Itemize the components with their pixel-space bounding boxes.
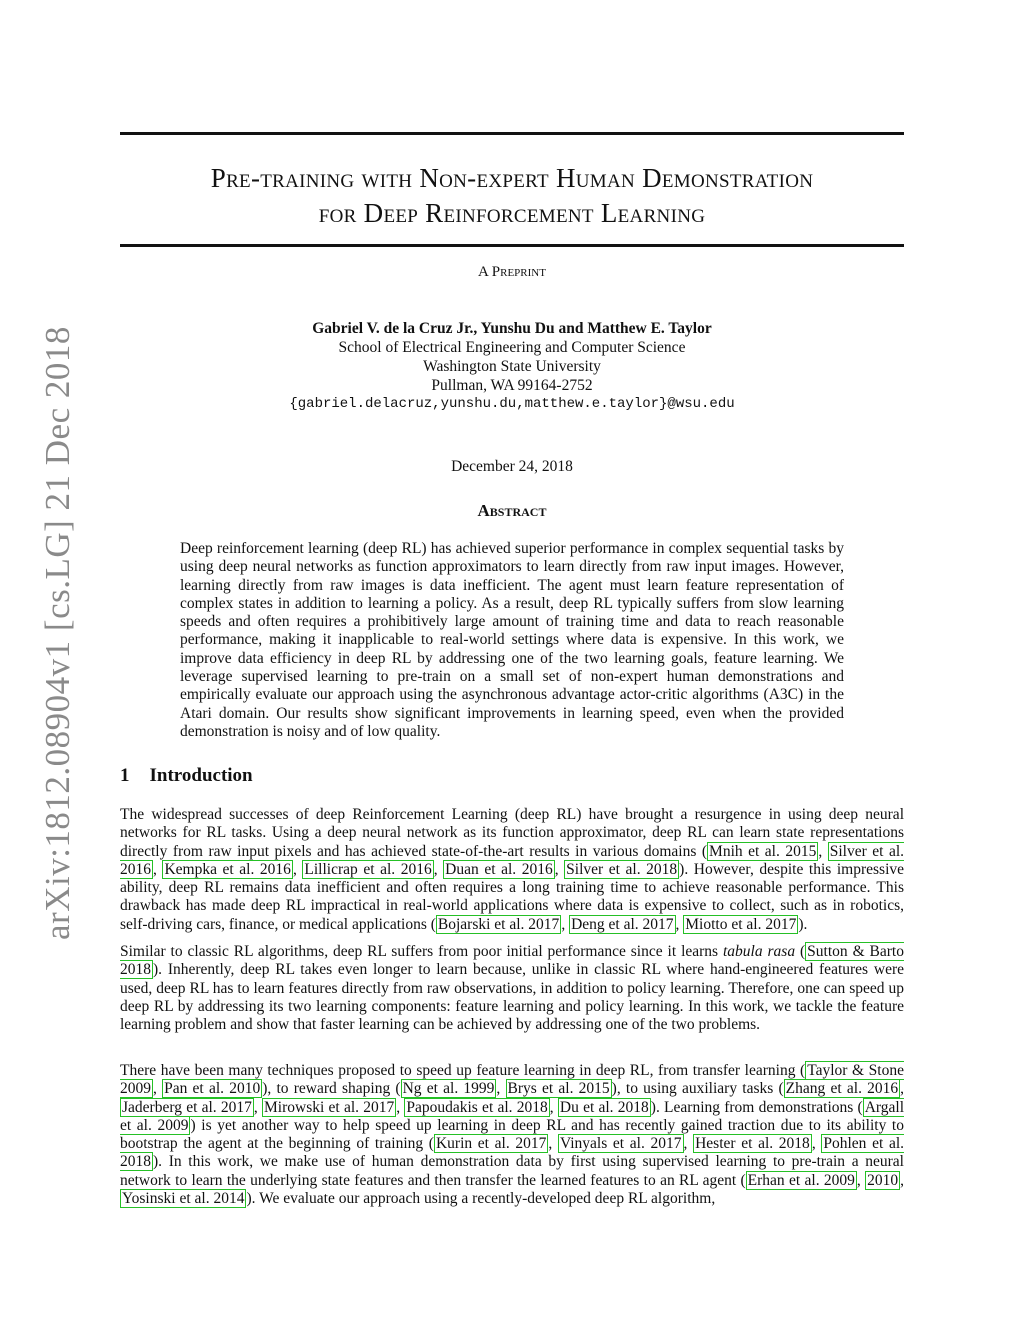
- arxiv-stamp: arXiv:1812.08904v1 [cs.LG] 21 Dec 2018: [38, 326, 77, 940]
- intro-paragraph-3: There have been many techniques proposed to speed up feature learning in deep RL, from transfer learning ( Taylor & Stone 2009 , Pan et al. 2010 ), to reward shaping ( Ng et al. 1999 , Brys et al. 2015 ), to using auxiliary tasks ( Zhang et al. 2016 , Jaderberg et al. 2017 , Mirowski et al. 2017 , Papoudakis et al. 2018 , Du et al. 2018 ). Learning from demonstrations ( Argall et al. 2009 ) is yet another way to help speed up learning in deep RL and has recently gained traction due to its ability to bootstrap the agent at the beginning of training ( Kurin et al. 2017 , Vinyals et al. 2017 , Hester et al. 2018 , Pohlen et al. 2018 ). In this work, we make use of human demonstration data by first using supervised learning to pre-train a neural network to learn the underlying state features and then transfer the learned features to an RL agent ( Erhan et al. 2009 , 2010 , Yosinski et al. 2014 ). We evaluate our approach using a recently-developed deep RL algorithm,: [120, 1062, 905, 1208]
- section-number: 1: [120, 765, 130, 786]
- citation-link[interactable]: Lillicrap et al. 2016: [304, 860, 432, 878]
- citation-link[interactable]: Miotto et al. 2017: [685, 915, 797, 933]
- section-title: Introduction: [149, 765, 253, 786]
- citation-link[interactable]: Argall et al. 2009: [120, 1098, 905, 1134]
- preprint-label: A Preprint: [478, 264, 546, 280]
- citation-link[interactable]: Pohlen et al. 2018: [120, 1135, 905, 1171]
- citation-link[interactable]: Zhang et al. 2016: [785, 1080, 899, 1098]
- paper-title-line1: Pre-training with Non-expert Human Demonstration: [210, 163, 814, 193]
- citation-link[interactable]: Du et al. 2018: [559, 1098, 649, 1116]
- citation-link[interactable]: Duan et al. 2016: [445, 860, 553, 878]
- abstract-text: Deep reinforcement learning (deep RL) has achieved superior performance in complex sequential tasks by using deep neural networks as function approximators to learn directly from raw input images. However, learning directly from raw images is data inefficient. The agent must learn feature representation of complex states in addition to learning a policy. As a result, deep RL typically suffers from slow learning speeds and often requires a prohibitively large amount of training time and data to reach reasonable performance, making it inapplicable to real-world settings where data is expensive. In this work, we improve data efficiency in deep RL by addressing one of the two learning goals, feature learning. We leverage supervised learning to pre-train on a small set of non-expert human demonstrations and empirically evaluate our approach using the asynchronous advantage actor-critic algorithms (A3C) in the Atari domain. Our results show significant improvements in learning speed, even when the provided demonstration is noisy and of low quality.: [180, 540, 844, 740]
- citation-link[interactable]: Kempka et al. 2016: [164, 860, 291, 878]
- citation-link[interactable]: Hester et al. 2018: [695, 1135, 810, 1153]
- author-emails[interactable]: {gabriel.delacruz,yunshu.du,matthew.e.taylor}@wsu.edu: [289, 396, 735, 412]
- abstract-heading: Abstract: [477, 501, 547, 520]
- paper-date: December 24, 2018: [451, 458, 573, 475]
- title-top-rule: [120, 132, 904, 135]
- citation-link[interactable]: Ng et al. 1999: [402, 1080, 495, 1098]
- affiliation-location: Pullman, WA 99164-2752: [431, 377, 593, 394]
- citation-link[interactable]: Vinyals et al. 2017: [559, 1135, 682, 1153]
- citation-link[interactable]: Mirowski et al. 2017: [264, 1098, 395, 1116]
- citation-link[interactable]: Deng et al. 2017: [571, 915, 674, 933]
- citation-link[interactable]: Jaderberg et al. 2017: [122, 1098, 252, 1116]
- intro-paragraph-2: Similar to classic RL algorithms, deep RL suffers from poor initial performance since it learns tabula rasa ( Sutton & Barto 2018 ). Inherently, deep RL takes even longer to learn because, unlike in classic RL where hand-engineered features were used, deep RL has to learn features directly from raw observations, in addition to policy learning. Therefore, one can speed up deep RL by addressing its two learning components: feature learning and policy learning. In this work, we tackle the feature learning problem and show that faster learning can be achieved by addressing one of the two problems.: [120, 943, 904, 1034]
- citation-link[interactable]: Kurin et al. 2017: [435, 1135, 547, 1153]
- citation-link[interactable]: Papoudakis et al. 2018: [406, 1098, 548, 1116]
- citation-link[interactable]: Silver et al. 2018: [566, 860, 678, 878]
- affiliation-university: Washington State University: [423, 358, 601, 375]
- emphasis-text: tabula rasa: [723, 943, 796, 960]
- section-heading-introduction: [120, 765, 253, 787]
- citation-link[interactable]: Sutton & Barto 2018: [120, 943, 904, 979]
- intro-paragraph-1: The widespread successes of deep Reinforcement Learning (deep RL) have brought a resurgence in using deep neural networks for RL tasks. Using a deep neural network as its function approximator, deep RL can learn state representations directly from raw input pixels and has achieved state-of-the-art results in various domains ( Mnih et al. 2015 , Silver et al. 2016 , Kempka et al. 2016 , Lillicrap et al. 2016 , Duan et al. 2016 , Silver et al. 2018 ). However, despite this impressive ability, deep RL remains data inefficient and often requires a long training time to achieve reasonable performance. This drawback has made deep RL impractical in real-world applications where data is expensive to collect, such as in robotics, self-driving cars, finance, or medical applications ( Bojarski et al. 2017 , Deng et al. 2017 , Miotto et al. 2017 ).: [120, 806, 905, 933]
- author-block: [120, 319, 904, 414]
- citation-link[interactable]: Silver et al. 2016: [120, 842, 905, 878]
- affiliation-school: School of Electrical Engineering and Computer Science: [338, 339, 686, 356]
- citation-link[interactable]: Erhan et al. 2009: [747, 1171, 855, 1189]
- citation-link[interactable]: Mnih et al. 2015: [709, 842, 817, 860]
- author-names: Gabriel V. de la Cruz Jr., Yunshu Du and Matthew E. Taylor: [312, 320, 712, 337]
- citation-link[interactable]: 2010: [867, 1171, 899, 1189]
- paper-title-line2: for Deep Reinforcement Learning: [318, 198, 706, 228]
- citation-link[interactable]: Taylor & Stone 2009: [120, 1062, 904, 1098]
- citation-link[interactable]: Pan et al. 2010: [164, 1080, 261, 1098]
- citation-link[interactable]: Yosinski et al. 2014: [122, 1190, 245, 1208]
- title-bottom-rule: [120, 244, 904, 247]
- citation-link[interactable]: Brys et al. 2015: [507, 1080, 610, 1098]
- citation-link[interactable]: Bojarski et al. 2017: [437, 915, 560, 933]
